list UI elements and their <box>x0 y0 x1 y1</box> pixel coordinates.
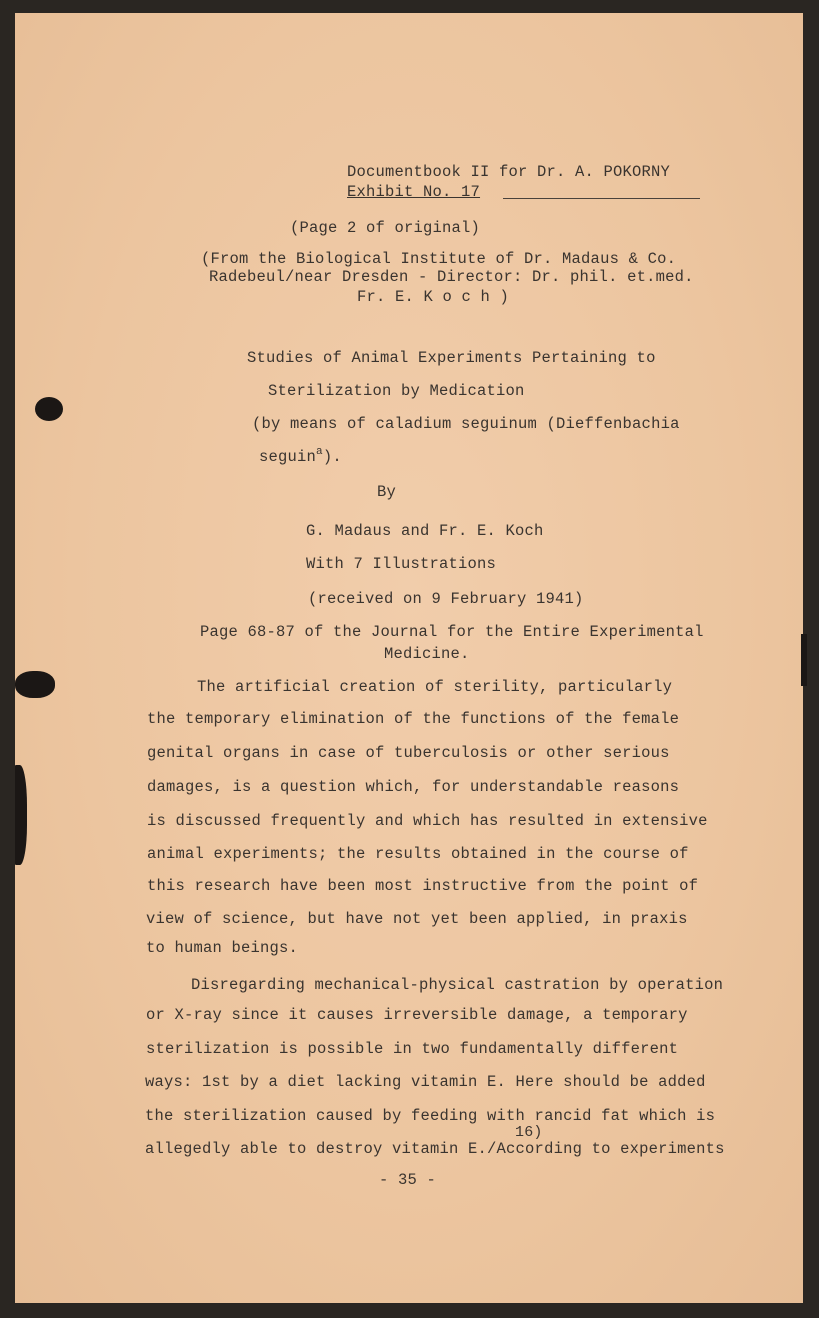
paragraph1-line-7: this research have been most instructive from the point of <box>147 877 699 895</box>
right-edge-notch <box>801 634 807 686</box>
paragraph1-line-5: is discussed frequently and which has resulted in extensive <box>147 812 708 830</box>
byline-illustrations: With 7 Illustrations <box>306 555 497 573</box>
title-line-2: Sterilization by Medication <box>268 382 525 400</box>
title-line-1: Studies of Animal Experiments Pertaining to <box>247 349 656 367</box>
title-line-4 <box>259 448 342 466</box>
title-line-4-end: ). <box>322 448 342 466</box>
title-line-4-sup: a <box>316 446 323 458</box>
byline-received: (received on 9 February 1941) <box>308 590 584 608</box>
paragraph2-line-5: the sterilization caused by feeding with rancid fat which is <box>145 1107 716 1125</box>
paragraph1-line-8: view of science, but have not yet been applied, in praxis <box>146 910 688 928</box>
journal-line-1: Page 68-87 of the Journal for the Entire Experimental <box>200 623 704 641</box>
source-line-3: Fr. E. K o c h ) <box>357 288 510 306</box>
paragraph2-line-4: ways: 1st by a diet lacking vitamin E. Here should be added <box>145 1073 706 1091</box>
journal-line-2: Medicine. <box>384 645 470 663</box>
header-line-1: Documentbook II for Dr. A. POKORNY <box>347 163 671 181</box>
paragraph2-line-3: sterilization is possible in two fundamentally different <box>146 1040 679 1058</box>
footnote-ref: 16) <box>515 1124 543 1141</box>
paragraph1-line-6: animal experiments; the results obtained in the course of <box>147 845 689 863</box>
punch-hole-edge <box>15 765 27 865</box>
header-rule <box>503 198 700 199</box>
byline-authors: G. Madaus and Fr. E. Koch <box>306 522 544 540</box>
page-note: (Page 2 of original) <box>290 219 481 237</box>
paragraph2-line-1: Disregarding mechanical-physical castration by operation <box>191 976 724 994</box>
header-line-2: Exhibit No. 17 <box>347 183 481 201</box>
paragraph1-line-9: to human beings. <box>146 939 299 957</box>
paragraph1-line-4: damages, is a question which, for understandable reasons <box>147 778 680 796</box>
source-line-2: Radebeul/near Dresden - Director: Dr. phil. et.med. <box>209 268 694 286</box>
document-page <box>15 13 803 1303</box>
paragraph2-line-2: or X-ray since it causes irreversible damage, a temporary <box>146 1006 688 1024</box>
byline-by: By <box>377 483 397 501</box>
punch-hole-middle <box>15 671 55 698</box>
title-line-4-main: seguin <box>259 448 317 466</box>
punch-hole-top <box>35 397 63 421</box>
paragraph1-line-2: the temporary elimination of the functions of the female <box>147 710 680 728</box>
title-line-3: (by means of caladium seguinum (Dieffenbachia <box>252 415 680 433</box>
source-line-1: (From the Biological Institute of Dr. Madaus & Co. <box>201 250 677 268</box>
paragraph1-line-3: genital organs in case of tuberculosis or other serious <box>147 744 670 762</box>
paragraph2-line-6: allegedly able to destroy vitamin E./According to experiments <box>145 1140 725 1158</box>
paragraph1-line-1: The artificial creation of sterility, particularly <box>197 678 673 696</box>
page-number: - 35 - <box>379 1171 437 1189</box>
